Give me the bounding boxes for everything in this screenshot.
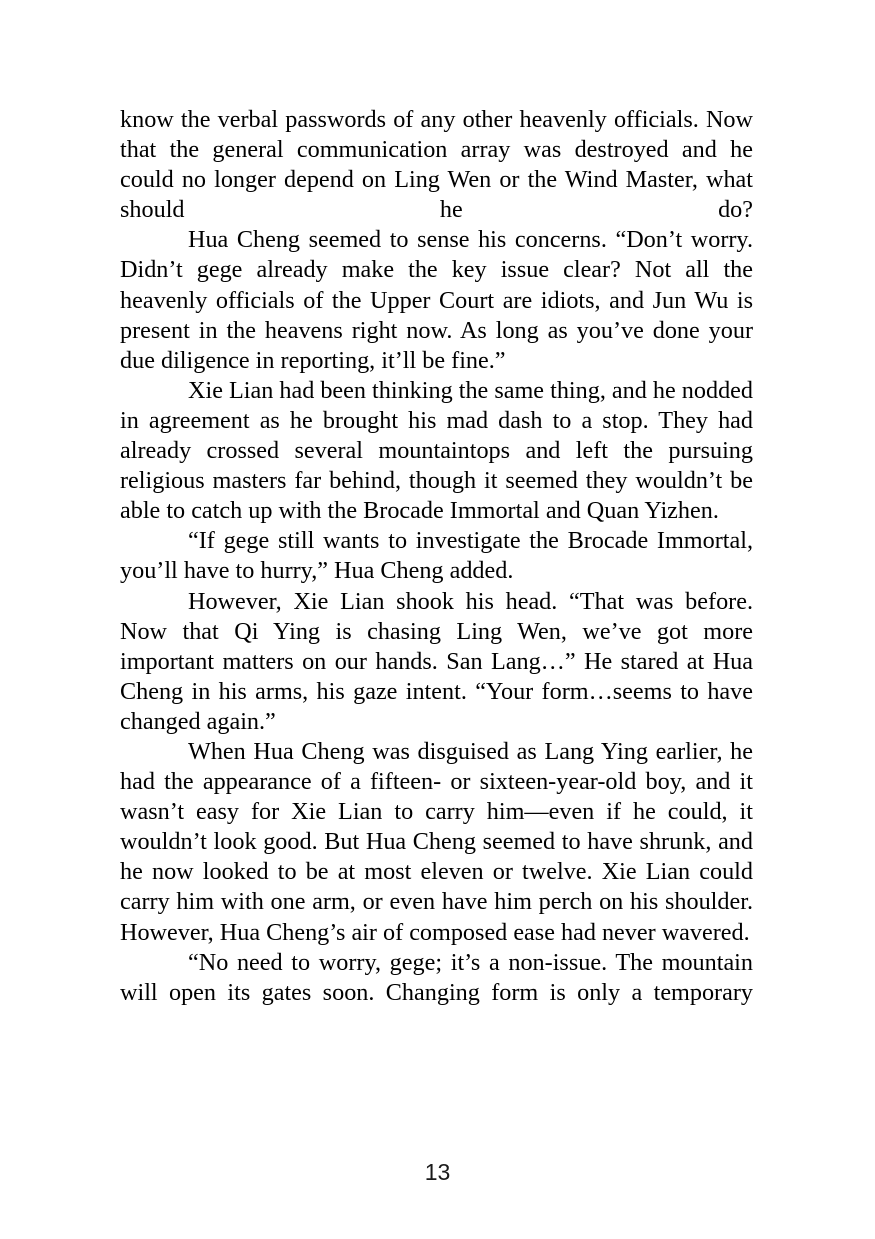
paragraph-6: When Hua Cheng was disguised as Lang Ying earlier, he had the appearance of a fifteen- or sixteen-year-old boy, and it wasn’t easy for Xie Lian to carry him—even if he could, it wouldn’t look good. But Hua Cheng seemed to have shrunk, and he now looked to be at most eleven or twelve. Xie Lian could carry him with one arm, or even have him perch on his shoulder. However, Hua Cheng’s air of composed ease had never wavered. bbox=[120, 737, 753, 946]
paragraph-7: “No need to worry, gege; it’s a non-issue. The mountain will open its gates soon. Changing form is only a temporary bbox=[120, 948, 753, 1006]
paragraph-2: Hua Cheng seemed to sense his concerns. “Don’t worry. Didn’t gege already make the key issue clear? Not all the heavenly officials of the Upper Court are idiots, and Jun Wu is present in the heavens right now. As long as you’ve done your due diligence in reporting, it’ll be fine.” bbox=[120, 226, 753, 374]
page-number: 13 bbox=[424, 1159, 451, 1185]
paragraph-5: However, Xie Lian shook his head. “That was before. Now that Qi Ying is chasing Ling Wen, we’ve got more important matters on our hands. San Lang…” He stared at Hua Cheng in his arms, his gaze intent. “Your form…seems to have changed again.” bbox=[120, 587, 753, 735]
page-text-block bbox=[120, 105, 753, 1008]
paragraph-4: “If gege still wants to investigate the Brocade Immortal, you’ll have to hurry,” Hua Cheng added. bbox=[120, 527, 753, 585]
paragraph-1: know the verbal passwords of any other heavenly officials. Now that the general communication array was destroyed and he could no longer depend on Ling Wen or the Wind Master, what should he do? bbox=[120, 106, 753, 224]
paragraph-3: Xie Lian had been thinking the same thing, and he nodded in agreement as he brought his mad dash to a stop. They had already crossed several mountaintops and left the pursuing religious masters far behind, though it seemed they wouldn’t be able to catch up with the Brocade Immortal and Quan Yizhen. bbox=[120, 376, 753, 525]
